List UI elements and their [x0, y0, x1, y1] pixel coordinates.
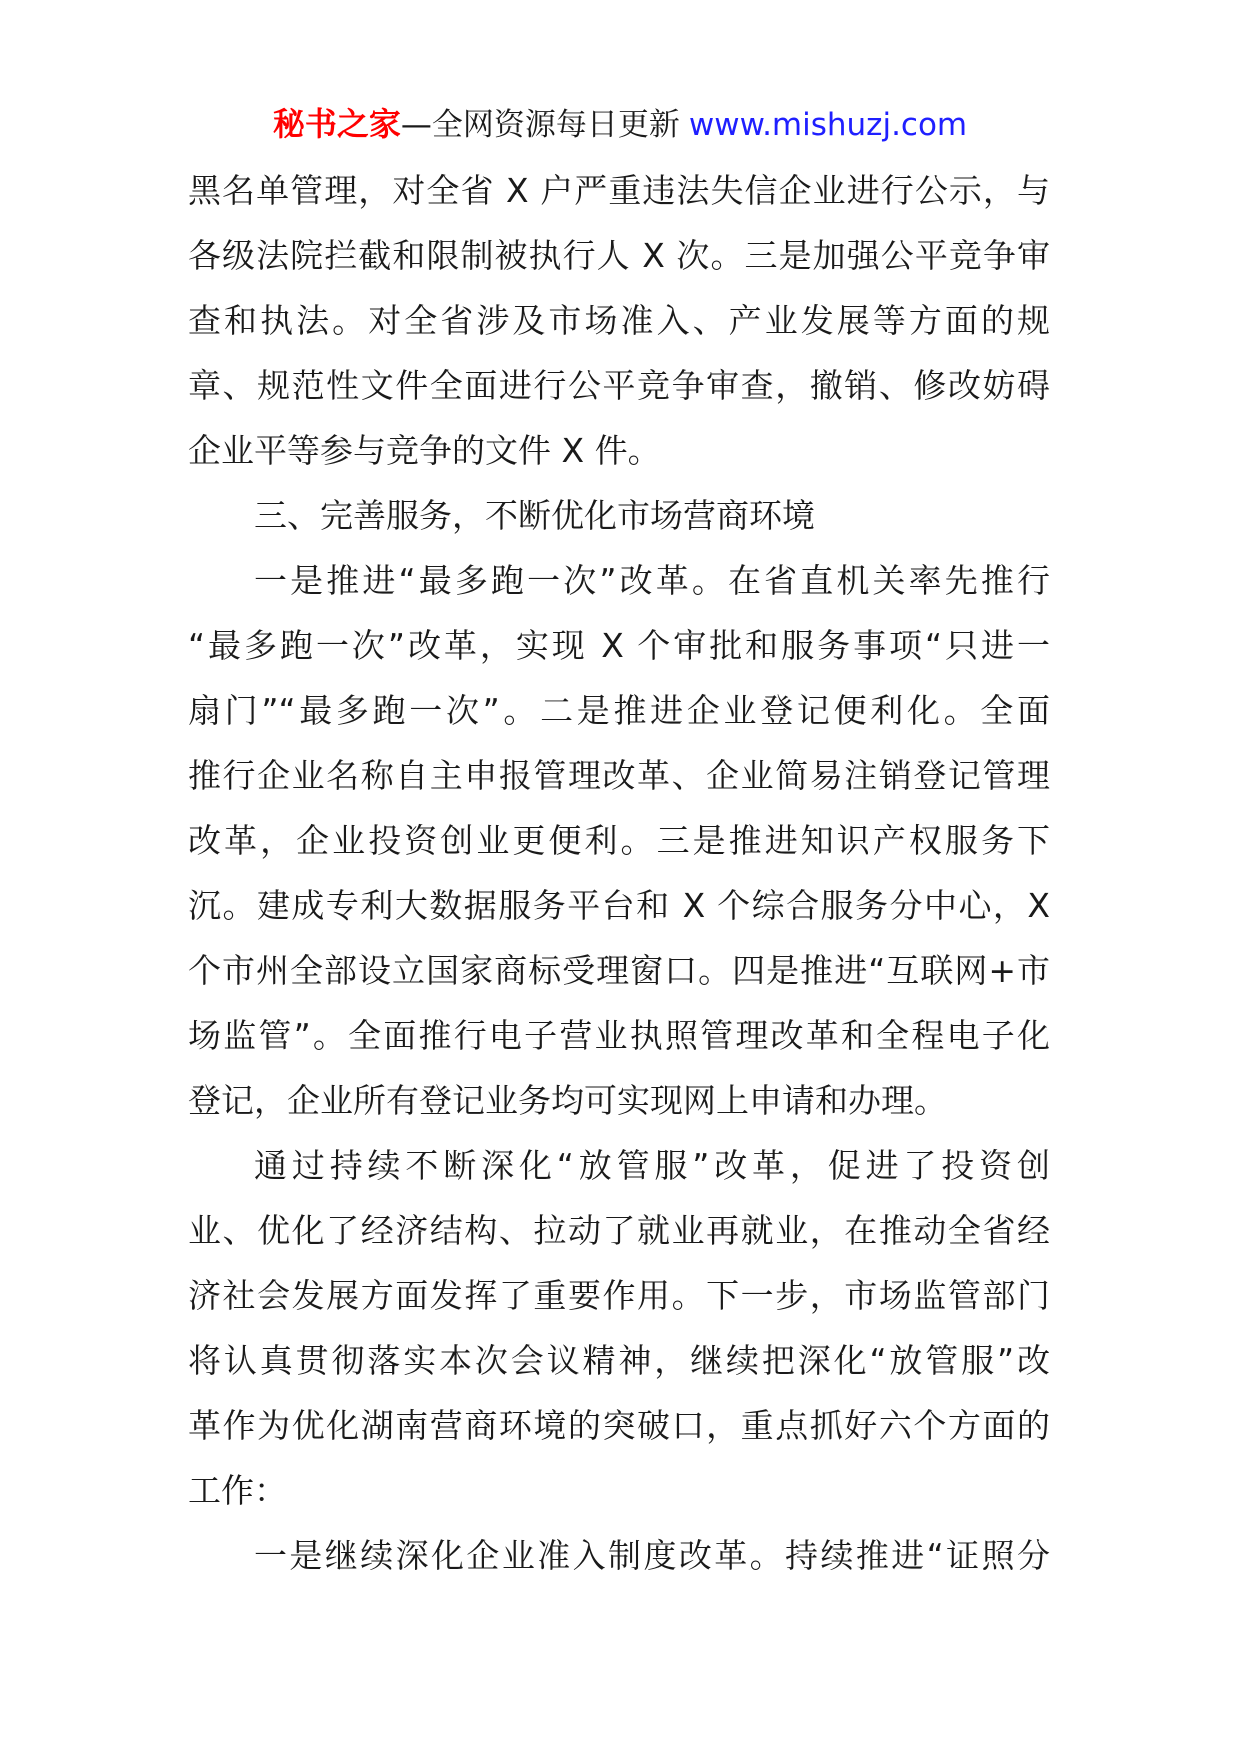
brand-name: 秘书之家 — [272, 105, 401, 143]
paragraph — [188, 1133, 1050, 1523]
body-line: 各级法院拦截和限制被执行人 X 次。三是加强公平竞争审 — [188, 236, 1050, 275]
body-line: 个市州全部设立国家商标受理窗口。四是推进“互联网+市 — [188, 951, 1050, 990]
body-line: 推行企业名称自主申报管理改革、企业简易注销登记管理 — [188, 756, 1050, 795]
body-line: 黑名单管理，对全省 X 户严重违法失信企业进行公示，与 — [188, 171, 1050, 210]
body-line: 场监管”。全面推行电子营业执照管理改革和全程电子化 — [188, 1016, 1050, 1055]
document-body — [188, 158, 1050, 1588]
paragraph — [188, 548, 1050, 1133]
header-tagline: —全网资源每日更新 — [400, 107, 680, 143]
body-line: 登记，企业所有登记业务均可实现网上申请和办理。 — [188, 1081, 947, 1120]
body-line: 通过持续不断深化“放管服”改革，促进了投资创 — [254, 1146, 1050, 1185]
body-line: 业、优化了经济结构、拉动了就业再就业，在推动全省经 — [188, 1211, 1050, 1250]
body-line: 沉。建成专利大数据服务平台和 X 个综合服务分中心，X — [188, 886, 1050, 925]
body-line: “最多跑一次”改革，实现 X 个审批和服务事项“只进一 — [188, 626, 1050, 665]
body-line: 企业平等参与竞争的文件 X 件。 — [188, 431, 661, 470]
body-line: 一是继续深化企业准入制度改革。持续推进“证照分 — [254, 1536, 1050, 1575]
website-url: www.mishuzj.com — [688, 107, 968, 143]
body-line: 改革，企业投资创业更便利。三是推进知识产权服务下 — [188, 821, 1050, 860]
body-line: 革作为优化湖南营商环境的突破口，重点抓好六个方面的 — [188, 1406, 1050, 1445]
body-line: 查和执法。对全省涉及市场准入、产业发展等方面的规 — [188, 301, 1050, 340]
body-line: 工作： — [188, 1471, 287, 1510]
body-line: 一是推进“最多跑一次”改革。在省直机关率先推行 — [254, 561, 1050, 600]
section-heading — [188, 483, 1050, 548]
body-line: 将认真贯彻落实本次会议精神，继续把深化“放管服”改 — [188, 1341, 1050, 1380]
page-header — [0, 92, 1240, 157]
paragraph — [188, 158, 1050, 483]
section-heading-text: 三、完善服务，不断优化市场营商环境 — [254, 496, 815, 535]
paragraph — [188, 1523, 1050, 1588]
body-line: 章、规范性文件全面进行公平竞争审查，撤销、修改妨碍 — [188, 366, 1050, 405]
body-line: 济社会发展方面发挥了重要作用。下一步，市场监管部门 — [188, 1276, 1050, 1315]
body-line: 扇门”“最多跑一次”。二是推进企业登记便利化。全面 — [188, 691, 1050, 730]
